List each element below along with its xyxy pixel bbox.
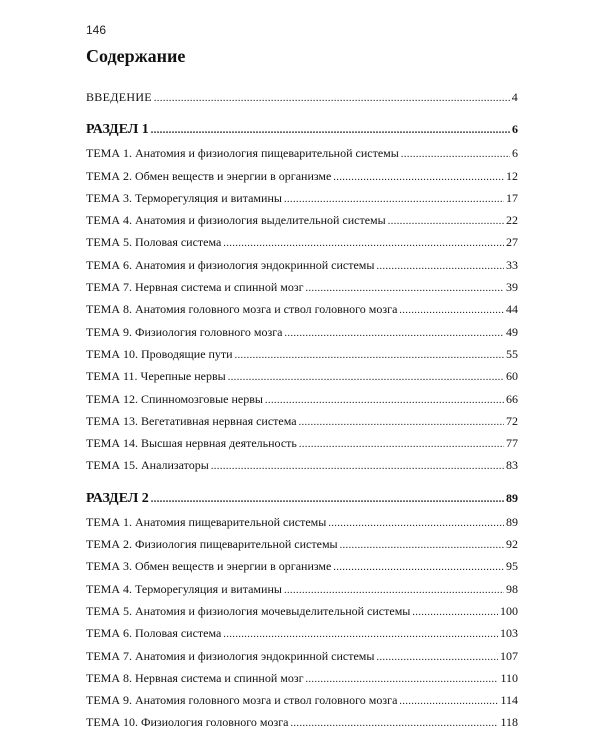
toc-item-page: 39 bbox=[506, 280, 518, 295]
toc-item-page: 100 bbox=[500, 603, 518, 618]
dot-leader bbox=[291, 711, 499, 735]
toc-section-label: РАЗДЕЛ 2 bbox=[86, 490, 149, 506]
page-number: 146 bbox=[86, 23, 107, 37]
toc-item-label: ТЕМА 2. Физиология пищеварительной системы bbox=[86, 537, 338, 552]
toc-item[interactable] bbox=[86, 254, 518, 276]
toc-item-label: ТЕМА 11. Черепные нервы bbox=[86, 369, 226, 384]
toc-item[interactable] bbox=[86, 410, 518, 432]
toc-item[interactable] bbox=[86, 321, 518, 343]
toc-item[interactable] bbox=[86, 165, 518, 187]
toc-item[interactable] bbox=[86, 533, 518, 555]
toc-section-page: 89 bbox=[506, 490, 518, 505]
dot-leader bbox=[284, 187, 504, 211]
toc-item-page: 6 bbox=[512, 146, 518, 161]
toc-item-label: ТЕМА 8. Нервная система и спинной мозг bbox=[86, 670, 304, 685]
toc-item-page: 72 bbox=[506, 413, 518, 428]
dot-leader bbox=[223, 622, 498, 646]
toc-intro-page: 4 bbox=[511, 90, 518, 104]
dot-leader bbox=[328, 511, 504, 535]
toc-item-page: 110 bbox=[500, 670, 518, 685]
dot-leader bbox=[235, 343, 504, 367]
toc-item-label: ТЕМА 15. Анализаторы bbox=[86, 458, 209, 473]
dot-leader bbox=[299, 410, 504, 434]
page-title: Содержание bbox=[86, 46, 186, 66]
toc-item[interactable] bbox=[86, 578, 518, 600]
dot-leader bbox=[154, 86, 510, 110]
toc-item-page: 107 bbox=[500, 648, 518, 663]
toc-item[interactable] bbox=[86, 667, 518, 689]
toc-item-page: 49 bbox=[506, 324, 518, 339]
toc-item[interactable] bbox=[86, 388, 518, 410]
dot-leader bbox=[228, 365, 504, 389]
toc-item[interactable] bbox=[86, 298, 518, 320]
toc-item[interactable] bbox=[86, 622, 518, 644]
toc-item[interactable] bbox=[86, 365, 518, 387]
toc-item-label: ТЕМА 7. Нервная система и спинной мозг bbox=[86, 280, 304, 295]
dot-leader bbox=[399, 298, 504, 322]
toc-item-page: 17 bbox=[506, 190, 518, 205]
toc-item-label: ТЕМА 3. Терморегуляция и витамины bbox=[86, 190, 282, 205]
dot-leader bbox=[151, 486, 504, 513]
toc-item-page: 95 bbox=[506, 559, 518, 574]
toc-item-page: 77 bbox=[506, 436, 518, 451]
toc-item-label: ТЕМА 5. Анатомия и физиология мочевыделительной системы bbox=[86, 603, 411, 618]
toc-item-label: ТЕМА 9. Анатомия головного мозга и ствол головного мозга bbox=[86, 693, 398, 708]
toc-item-page: 92 bbox=[506, 537, 518, 552]
dot-leader bbox=[284, 578, 504, 602]
dot-leader bbox=[399, 689, 498, 713]
toc-section-2[interactable] bbox=[86, 485, 518, 511]
toc-item[interactable] bbox=[86, 689, 518, 711]
toc-item[interactable] bbox=[86, 711, 518, 733]
toc-item-label: ТЕМА 6. Половая система bbox=[86, 626, 222, 641]
dot-leader bbox=[306, 667, 499, 691]
toc-item[interactable] bbox=[86, 600, 518, 622]
toc-item-page: 103 bbox=[500, 626, 518, 641]
dot-leader bbox=[333, 555, 504, 579]
dot-leader bbox=[151, 117, 510, 144]
toc-item-label: ТЕМА 10. Физиология головного мозга bbox=[86, 715, 289, 730]
toc-item[interactable] bbox=[86, 454, 518, 476]
dot-leader bbox=[299, 432, 504, 456]
toc-item-page: 118 bbox=[500, 715, 518, 730]
toc-item-label: ТЕМА 3. Обмен веществ и энергии в организме bbox=[86, 559, 332, 574]
dot-leader bbox=[412, 600, 498, 624]
toc-section-page: 6 bbox=[512, 122, 518, 137]
dot-leader bbox=[376, 254, 504, 278]
table-of-contents bbox=[86, 86, 518, 734]
dot-leader bbox=[401, 142, 510, 166]
toc-item[interactable] bbox=[86, 432, 518, 454]
toc-intro[interactable] bbox=[86, 86, 518, 108]
dot-leader bbox=[285, 321, 505, 345]
dot-leader bbox=[211, 454, 504, 478]
toc-item-page: 44 bbox=[506, 302, 518, 317]
toc-item[interactable] bbox=[86, 142, 518, 164]
toc-item-page: 12 bbox=[506, 168, 518, 183]
toc-item-label: ТЕМА 8. Анатомия головного мозга и ствол головного мозга bbox=[86, 302, 398, 317]
toc-item-label: ТЕМА 10. Проводящие пути bbox=[86, 346, 233, 361]
toc-item-label: ТЕМА 1. Анатомия и физиология пищеварительной системы bbox=[86, 146, 399, 161]
toc-item-label: ТЕМА 4. Анатомия и физиология выделительной системы bbox=[86, 213, 386, 228]
toc-item[interactable] bbox=[86, 187, 518, 209]
dot-leader bbox=[265, 388, 504, 412]
toc-item-label: ТЕМА 13. Вегетативная нервная система bbox=[86, 413, 297, 428]
toc-item[interactable] bbox=[86, 645, 518, 667]
toc-item[interactable] bbox=[86, 343, 518, 365]
toc-item[interactable] bbox=[86, 511, 518, 533]
dot-leader bbox=[223, 231, 504, 255]
toc-item-label: ТЕМА 9. Физиология головного мозга bbox=[86, 324, 283, 339]
toc-item-page: 22 bbox=[506, 213, 518, 228]
toc-item-label: ТЕМА 14. Высшая нервная деятельность bbox=[86, 436, 297, 451]
toc-item-label: ТЕМА 7. Анатомия и физиология эндокринной системы bbox=[86, 648, 375, 663]
dot-leader bbox=[333, 165, 504, 189]
dot-leader bbox=[306, 276, 504, 300]
toc-item-page: 27 bbox=[506, 235, 518, 250]
toc-item[interactable] bbox=[86, 209, 518, 231]
toc-item-page: 60 bbox=[506, 369, 518, 384]
toc-item-label: ТЕМА 6. Анатомия и физиология эндокринной системы bbox=[86, 257, 375, 272]
toc-item-page: 89 bbox=[506, 514, 518, 529]
toc-item[interactable] bbox=[86, 276, 518, 298]
toc-intro-label: ВВЕДЕНИЕ bbox=[86, 90, 152, 104]
dot-leader bbox=[388, 209, 504, 233]
toc-item-page: 33 bbox=[506, 257, 518, 272]
toc-item-label: ТЕМА 5. Половая система bbox=[86, 235, 222, 250]
dot-leader bbox=[376, 645, 498, 669]
toc-item[interactable] bbox=[86, 231, 518, 253]
toc-item-page: 98 bbox=[506, 581, 518, 596]
toc-item-page: 83 bbox=[506, 458, 518, 473]
toc-item-page: 66 bbox=[506, 391, 518, 406]
toc-item[interactable] bbox=[86, 555, 518, 577]
toc-section-label: РАЗДЕЛ 1 bbox=[86, 122, 149, 138]
toc-item-page: 114 bbox=[500, 693, 518, 708]
toc-section-1[interactable] bbox=[86, 116, 518, 142]
toc-item-label: ТЕМА 4. Терморегуляция и витамины bbox=[86, 581, 282, 596]
toc-item-label: ТЕМА 12. Спинномозговые нервы bbox=[86, 391, 263, 406]
toc-item-page: 55 bbox=[506, 346, 518, 361]
dot-leader bbox=[340, 533, 504, 557]
toc-item-label: ТЕМА 1. Анатомия пищеварительной системы bbox=[86, 514, 327, 529]
toc-item-label: ТЕМА 2. Обмен веществ и энергии в организме bbox=[86, 168, 332, 183]
